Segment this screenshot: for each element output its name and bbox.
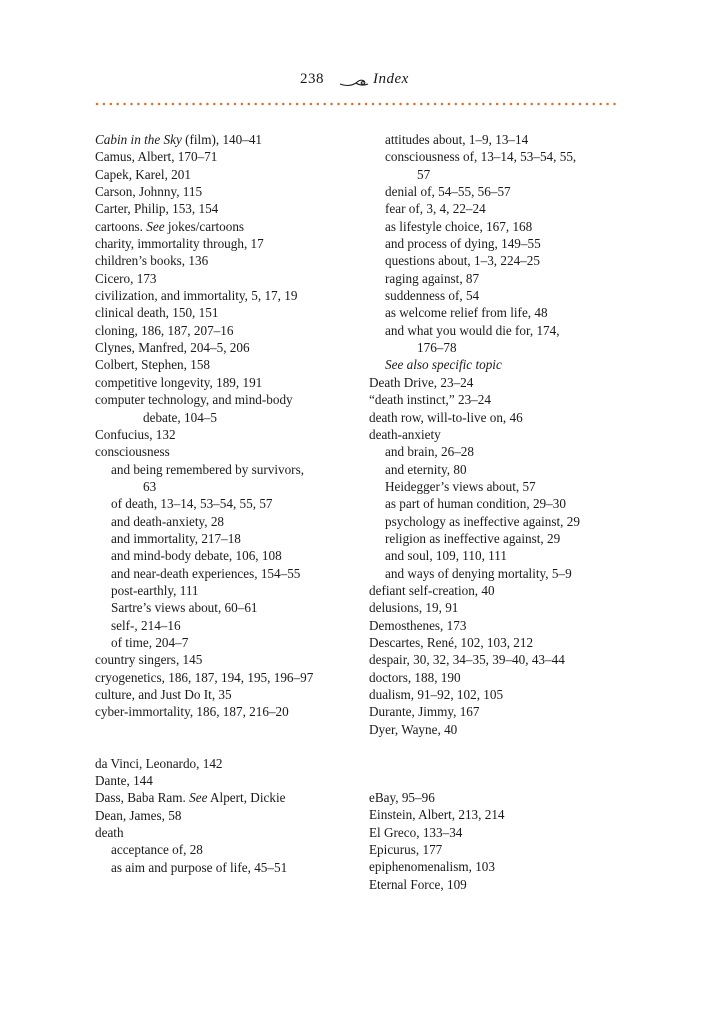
see-reference: See	[146, 218, 165, 234]
entry-text: competitive longevity, 189, 191	[95, 374, 263, 390]
rule-dot	[344, 103, 347, 106]
rule-dot	[206, 103, 209, 106]
rule-dot	[248, 103, 251, 106]
index-subentry	[369, 478, 629, 495]
entry-text: computer technology, and mind-body	[95, 392, 293, 408]
letter-group-gap	[95, 721, 355, 755]
rule-dot	[524, 103, 527, 106]
see-target: jokes/cartoons	[164, 218, 245, 234]
swash-ornament-icon	[339, 76, 369, 88]
entry-text: Confucius, 132	[95, 426, 176, 442]
entry-text: death-anxiety	[369, 426, 441, 442]
rule-dot	[179, 103, 182, 106]
entry-text: cartoons.	[95, 218, 147, 234]
rule-dot	[503, 103, 506, 106]
see-reference: See	[189, 790, 208, 806]
rule-dot	[579, 103, 582, 106]
rule-dot	[330, 103, 333, 106]
entry-text: fear of, 3, 4, 22–24	[385, 201, 486, 217]
entry-text: epiphenomenalism, 103	[369, 859, 495, 875]
index-entry	[369, 686, 629, 703]
index-entry	[95, 669, 355, 686]
rule-dot	[537, 103, 540, 106]
rule-dot	[241, 103, 244, 106]
rule-dot	[303, 103, 306, 106]
entry-text: and soul, 109, 110, 111	[385, 548, 507, 564]
entry-text: Dean, James, 58	[95, 807, 182, 823]
index-continuation	[95, 478, 355, 495]
rule-dot	[358, 103, 361, 106]
entry-text: Epicurus, 177	[369, 842, 443, 858]
rule-dot	[192, 103, 195, 106]
rule-dot	[296, 103, 299, 106]
entry-text: Camus, Albert, 170–71	[95, 149, 218, 165]
index-entry	[95, 703, 355, 720]
index-entry	[95, 807, 355, 824]
index-subentry	[369, 235, 629, 252]
entry-text: children’s books, 136	[95, 253, 209, 269]
index-entry	[95, 374, 355, 391]
entry-text: psychology as ineffective against, 29	[385, 513, 580, 529]
index-subentry	[95, 859, 355, 876]
entry-text: Death Drive, 23–24	[369, 374, 474, 390]
rule-dot	[399, 103, 402, 106]
rule-dot	[116, 103, 119, 106]
index-continuation	[95, 409, 355, 426]
entry-text: Eternal Force, 109	[369, 876, 467, 892]
rule-dot	[530, 103, 533, 106]
index-entry	[369, 426, 629, 443]
index-entry	[95, 772, 355, 789]
entry-text: See also specific topic	[385, 357, 502, 373]
index-entry	[369, 374, 629, 391]
entry-text: 176–78	[417, 340, 457, 356]
rule-dot	[158, 103, 161, 106]
entry-text: and process of dying, 149–55	[385, 236, 541, 252]
entry-text: death row, will-to-live on, 46	[369, 409, 523, 425]
entry-text: of death, 13–14, 53–54, 55, 57	[111, 496, 273, 512]
index-entry	[95, 391, 355, 408]
entry-text: and what you would die for, 174,	[385, 322, 560, 338]
index-entry	[95, 443, 355, 460]
rule-dot	[406, 103, 409, 106]
rule-dot	[220, 103, 223, 106]
rule-dot	[130, 103, 133, 106]
rule-dot	[510, 103, 513, 106]
rule-dot	[461, 103, 464, 106]
entry-text: defiant self-creation, 40	[369, 582, 495, 598]
section-title: Index	[373, 71, 409, 87]
entry-text: 57	[417, 166, 431, 182]
rule-dot	[185, 103, 188, 106]
index-subentry	[369, 218, 629, 235]
index-entry	[95, 755, 355, 772]
entry-text: raging against, 87	[385, 270, 480, 286]
entry-text: self-, 214–16	[111, 617, 181, 633]
dotted-rule	[95, 101, 618, 107]
rule-dot	[517, 103, 520, 106]
entry-text: (film), 140–41	[181, 132, 263, 147]
index-entry	[95, 200, 355, 217]
index-entry	[95, 322, 355, 339]
rule-dot	[268, 103, 271, 106]
entry-text: and eternity, 80	[385, 461, 467, 477]
index-entry	[369, 391, 629, 408]
rule-dot	[172, 103, 175, 106]
index-entry	[369, 876, 629, 893]
entry-text: cryogenetics, 186, 187, 194, 195, 196–97	[95, 669, 314, 685]
entry-text: post-earthly, 111	[111, 582, 199, 598]
page-number: 238	[300, 71, 324, 87]
index-subentry	[369, 461, 629, 478]
index-subentry	[369, 287, 629, 304]
index-entry	[95, 651, 355, 668]
rule-dot	[96, 103, 99, 106]
rule-dot	[144, 103, 147, 106]
index-subentry	[95, 582, 355, 599]
index-entry	[95, 148, 355, 165]
entry-text: Sartre’s views about, 60–61	[111, 600, 258, 616]
running-header	[0, 71, 725, 93]
rule-dot	[351, 103, 354, 106]
index-entry	[369, 824, 629, 841]
index-column-right	[369, 131, 629, 893]
entry-text: Durante, Jimmy, 167	[369, 704, 480, 720]
index-subentry	[95, 634, 355, 651]
rule-dot	[489, 103, 492, 106]
rule-dot	[289, 103, 292, 106]
entry-text: Cicero, 173	[95, 270, 157, 286]
index-entry	[369, 582, 629, 599]
index-subentry	[95, 513, 355, 530]
rule-dot	[606, 103, 609, 106]
index-entry	[95, 270, 355, 287]
rule-dot	[551, 103, 554, 106]
rule-dot	[110, 103, 113, 106]
rule-dot	[317, 103, 320, 106]
entry-text: dualism, 91–92, 102, 105	[369, 687, 504, 702]
entry-text: attitudes about, 1–9, 13–14	[385, 132, 529, 147]
index-entry	[95, 824, 355, 841]
index-entry	[369, 617, 629, 634]
rule-dot	[234, 103, 237, 106]
rule-dot	[227, 103, 230, 106]
rule-dot	[151, 103, 154, 106]
entry-text: denial of, 54–55, 56–57	[385, 184, 511, 200]
index-subentry	[369, 495, 629, 512]
rule-dot	[123, 103, 126, 106]
rule-dot	[593, 103, 596, 106]
index-entry	[95, 304, 355, 321]
rule-dot	[482, 103, 485, 106]
rule-dot	[261, 103, 264, 106]
rule-dot	[213, 103, 216, 106]
entry-text: Descartes, René, 102, 103, 212	[369, 634, 534, 650]
index-subentry	[369, 547, 629, 564]
rule-dot	[613, 103, 616, 106]
index-continuation	[369, 166, 629, 183]
index-entry	[369, 789, 629, 806]
index-subentry	[369, 183, 629, 200]
entry-text: Clynes, Manfred, 204–5, 206	[95, 340, 250, 356]
index-entry	[369, 409, 629, 426]
entry-text: civilization, and immortality, 5, 17, 19	[95, 288, 298, 304]
entry-text: as welcome relief from life, 48	[385, 305, 548, 321]
index-subentry	[95, 547, 355, 564]
rule-dot	[379, 103, 382, 106]
index-entry	[95, 166, 355, 183]
rule-dot	[254, 103, 257, 106]
entry-text: and mind-body debate, 106, 108	[111, 548, 282, 564]
rule-dot	[282, 103, 285, 106]
rule-dot	[455, 103, 458, 106]
rule-dot	[427, 103, 430, 106]
index-subentry	[95, 565, 355, 582]
index-subentry	[95, 599, 355, 616]
index-subentry	[369, 200, 629, 217]
index-subentry	[369, 530, 629, 547]
entry-text: Demosthenes, 173	[369, 617, 467, 633]
entry-text: charity, immortality through, 17	[95, 236, 264, 252]
rule-dot	[199, 103, 202, 106]
entry-text: eBay, 95–96	[369, 790, 435, 806]
index-subentry	[95, 495, 355, 512]
index-entry	[369, 599, 629, 616]
index-subentry	[369, 565, 629, 582]
entry-italic-title: Cabin in the Sky	[95, 132, 182, 147]
entry-text: “death instinct,” 23–24	[369, 392, 491, 408]
index-entry	[95, 686, 355, 703]
index-entry	[369, 721, 629, 738]
rule-dot	[558, 103, 561, 106]
index-continuation	[369, 339, 629, 356]
rule-dot	[275, 103, 278, 106]
entry-text: da Vinci, Leonardo, 142	[95, 755, 223, 771]
index-subentry	[95, 530, 355, 547]
entry-text: consciousness	[95, 444, 170, 460]
entry-text: and immortality, 217–18	[111, 530, 241, 546]
rule-dot	[137, 103, 140, 106]
rule-dot	[413, 103, 416, 106]
index-entry	[95, 218, 355, 235]
rule-dot	[441, 103, 444, 106]
rule-dot	[420, 103, 423, 106]
rule-dot	[310, 103, 313, 106]
entry-text: acceptance of, 28	[111, 842, 203, 858]
index-subentry	[369, 322, 629, 339]
index-subentry	[369, 252, 629, 269]
rule-dot	[468, 103, 471, 106]
index-entry	[369, 669, 629, 686]
entry-text: Heidegger’s views about, 57	[385, 478, 536, 494]
entry-text: Dante, 144	[95, 773, 153, 789]
rule-dot	[448, 103, 451, 106]
see-target: Alpert, Dickie	[207, 790, 286, 806]
rule-dot	[475, 103, 478, 106]
index-subentry	[95, 461, 355, 478]
index-entry	[95, 356, 355, 373]
index-entry	[369, 634, 629, 651]
entry-text: death	[95, 825, 124, 841]
entry-text: questions about, 1–3, 224–25	[385, 253, 540, 269]
rule-dot	[572, 103, 575, 106]
entry-text: delusions, 19, 91	[369, 600, 459, 616]
index-subentry	[369, 304, 629, 321]
entry-text: debate, 104–5	[143, 409, 217, 425]
rule-dot	[565, 103, 568, 106]
index-subentry	[95, 841, 355, 858]
entry-text: culture, and Just Do It, 35	[95, 687, 232, 702]
entry-text: cyber-immortality, 186, 187, 216–20	[95, 704, 289, 720]
entry-text: country singers, 145	[95, 652, 203, 668]
rule-dot	[599, 103, 602, 106]
entry-text: religion as ineffective against, 29	[385, 530, 561, 546]
entry-text: clinical death, 150, 151	[95, 305, 219, 321]
entry-text: Carter, Philip, 153, 154	[95, 201, 219, 217]
index-entry	[95, 426, 355, 443]
entry-text: Colbert, Stephen, 158	[95, 357, 211, 373]
rule-dot	[392, 103, 395, 106]
rule-dot	[337, 103, 340, 106]
index-subentry	[95, 617, 355, 634]
entry-text: and brain, 26–28	[385, 444, 474, 460]
entry-text: as part of human condition, 29–30	[385, 496, 566, 512]
entry-text: doctors, 188, 190	[369, 669, 461, 685]
rule-dot	[165, 103, 168, 106]
index-entry	[369, 841, 629, 858]
index-subentry	[369, 148, 629, 165]
index-entry	[369, 651, 629, 668]
index-entry	[369, 703, 629, 720]
entry-text: as lifestyle choice, 167, 168	[385, 218, 533, 234]
index-entry	[95, 339, 355, 356]
index-entry	[95, 183, 355, 200]
entry-text: and death-anxiety, 28	[111, 513, 225, 529]
rule-dot	[434, 103, 437, 106]
entry-text: as aim and purpose of life, 45–51	[111, 859, 288, 875]
rule-dot	[323, 103, 326, 106]
index-entry	[95, 131, 355, 148]
entry-text: Capek, Karel, 201	[95, 166, 191, 182]
index-entry	[95, 235, 355, 252]
entry-text: and ways of denying mortality, 5–9	[385, 565, 572, 581]
rule-dot	[586, 103, 589, 106]
entry-text: and near-death experiences, 154–55	[111, 565, 301, 581]
letter-group-gap	[369, 738, 629, 789]
entry-text: Dass, Baba Ram.	[95, 790, 190, 806]
index-subentry	[369, 131, 629, 148]
index-subentry	[369, 356, 629, 373]
rule-dot	[386, 103, 389, 106]
entry-text: despair, 30, 32, 34–35, 39–40, 43–44	[369, 652, 565, 668]
index-entry	[369, 806, 629, 823]
rule-dot	[372, 103, 375, 106]
entry-text: Einstein, Albert, 213, 214	[369, 807, 505, 823]
index-column-left	[95, 131, 355, 876]
index-entry	[95, 789, 355, 806]
entry-text: and being remembered by survivors,	[111, 461, 304, 477]
index-subentry	[369, 443, 629, 460]
entry-text: Carson, Johnny, 115	[95, 184, 203, 200]
entry-text: 63	[143, 478, 157, 494]
rule-dot	[544, 103, 547, 106]
entry-text: El Greco, 133–34	[369, 824, 463, 840]
entry-text: cloning, 186, 187, 207–16	[95, 322, 234, 338]
index-entry	[95, 252, 355, 269]
rule-dot	[103, 103, 106, 106]
rule-dot	[365, 103, 368, 106]
index-subentry	[369, 270, 629, 287]
index-subentry	[369, 513, 629, 530]
index-entry	[95, 287, 355, 304]
rule-dot	[496, 103, 499, 106]
entry-text: consciousness of, 13–14, 53–54, 55,	[385, 149, 577, 165]
index-entry	[369, 858, 629, 875]
entry-text: Dyer, Wayne, 40	[369, 721, 458, 737]
entry-text: of time, 204–7	[111, 634, 189, 650]
entry-text: suddenness of, 54	[385, 288, 480, 304]
